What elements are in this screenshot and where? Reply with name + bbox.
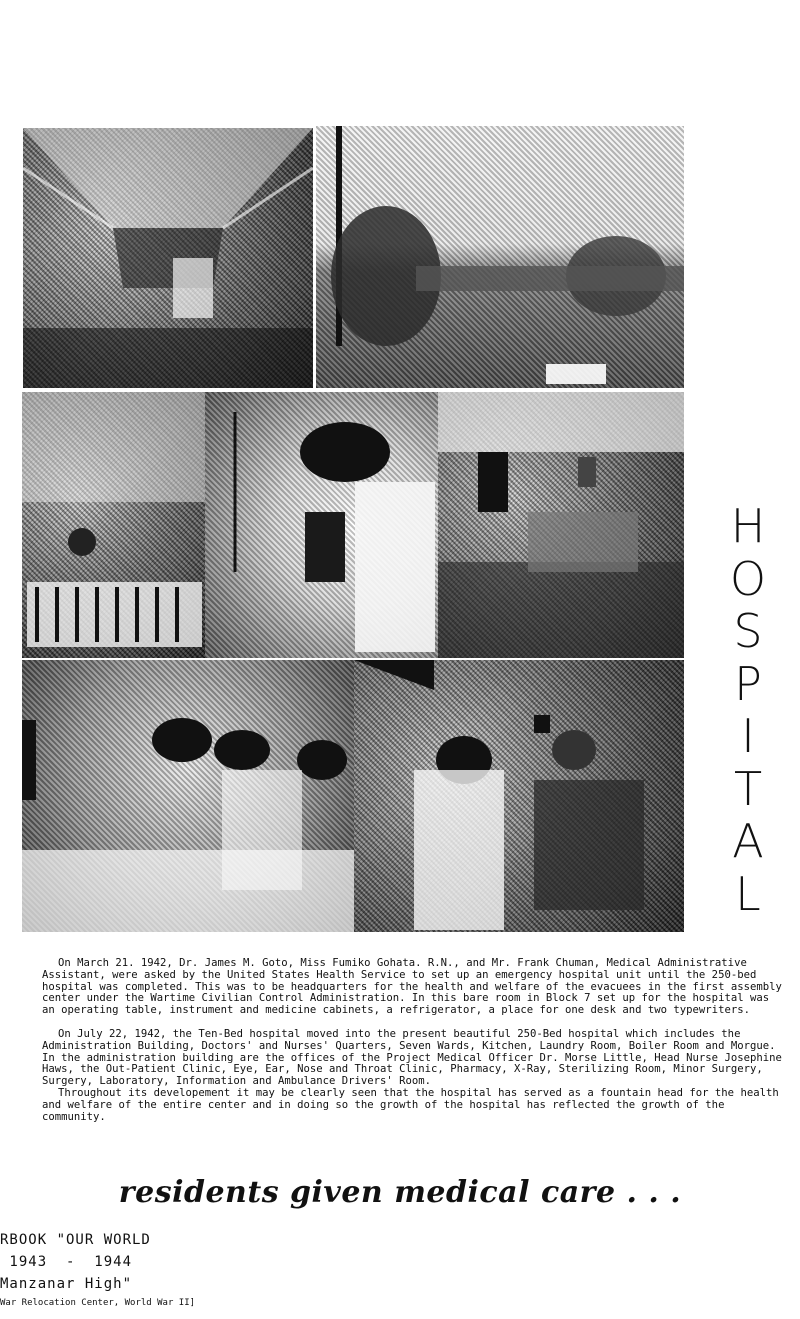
title-letter: P xyxy=(734,656,762,711)
title-letter: T xyxy=(733,761,763,816)
laboratory-microscope-photo xyxy=(205,392,438,658)
hospital-exterior-photo xyxy=(316,126,684,388)
dental-clinic-photo xyxy=(22,660,354,932)
infant-crib-photo xyxy=(22,392,205,658)
title-letter: A xyxy=(732,814,764,868)
paragraph: Throughout its developement it may be clearly seen that the hospital has served as a fountain head for the health and welfare of the entire center and in doing so the growth of the hospital has reflected the growth of the community. xyxy=(42,1086,779,1123)
paragraph: On March 21. 1942, Dr. James M. Goto, Miss Fumiko Gohata. R.N., and Mr. Frank Chuman, Medical Administrative Assistant, were asked by the United States Health Service to set up an emergency hospital unit until the 250-bed hospital was completed. This was to be headquarters for the health and welfare of the evacuees in the first assembly center under the Wartime Civilian Control Administration. In this bare room in Block 7 set up for the hospital was an operating table, instrument and medicine cabinets, a refrigerator, a place for one desk and two typewriters. xyxy=(42,957,782,1017)
title-letter: S xyxy=(733,604,763,658)
footer-line: War Relocation Center, World War II] xyxy=(0,1298,196,1308)
title-letter: I xyxy=(741,709,755,763)
title-letter: L xyxy=(735,866,761,921)
footer-line: 1943 - 1944 xyxy=(0,1254,133,1270)
ward-interior-photo xyxy=(23,128,313,388)
title-letter: H xyxy=(730,499,766,553)
page-caption: residents given medical care . . . xyxy=(118,1175,682,1210)
hospital-vertical-title xyxy=(718,500,778,920)
footer-line: Manzanar High" xyxy=(0,1276,133,1292)
source-footer xyxy=(0,1232,195,1312)
patient-room-photo xyxy=(438,392,684,658)
footer-line: RBOOK "OUR WORLD xyxy=(0,1232,151,1248)
eye-examination-photo xyxy=(354,660,684,932)
article-body xyxy=(42,958,787,1123)
paragraph: On July 22, 1942, the Ten-Bed hospital moved into the present beautiful 250-Bed hospital which includes the Administration Building, Doctors' and Nurses' Quarters, Seven Wards, Kitchen, Laundry Room, Boiler Room and Morgue. In the administration building are the offices of the Project Medical Officer Dr. Morse Little, Head Nurse Josephine Haws, the Out-Patient Clinic, Eye, Ear, Nose and Throat Clinic, Pharmacy, X-Ray, Sterilizing Room, Minor Surgery, Surgery, Laboratory, Information and Ambulance Drivers' Room. xyxy=(42,1027,782,1088)
title-letter: O xyxy=(729,551,767,606)
